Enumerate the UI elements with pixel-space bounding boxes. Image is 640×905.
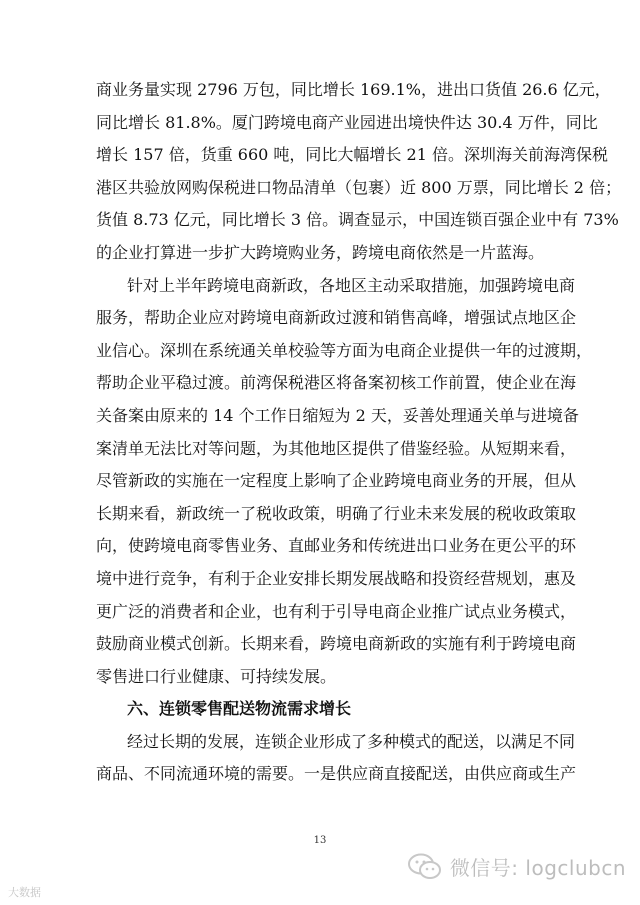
paragraph-line: 案清单无法比对等问题，为其他地区提供了借鉴经验。从短期来看，: [96, 438, 577, 458]
wechat-watermark: [408, 852, 626, 881]
paragraph-line: 经过长期的发展，连锁企业形成了多种模式的配送，以满足不同: [127, 731, 576, 751]
paragraph-line: 商品、不同流通环境的需要。一是供应商直接配送，由供应商或生产: [96, 764, 577, 784]
paragraph-line: 境中进行竞争，有利于企业安排长期发展战略和投资经营规划，惠及: [96, 568, 577, 588]
wechat-icon: [408, 853, 442, 881]
watermark-text: 微信号: logclubcn: [449, 856, 626, 880]
paragraph-line: 增长 157 倍，货重 660 吨，同比大幅增长 21 倍。深圳海关前海湾保税: [96, 145, 608, 165]
paragraph-line: 向，使跨境电商零售业务、直邮业务和传统进出口业务在更公平的环: [96, 536, 577, 556]
paragraph-line: 长期来看，新政统一了税收政策，明确了行业未来发展的税收政策取: [96, 503, 577, 523]
paragraph-line: 服务，帮助企业应对跨境电商新政过渡和销售高峰，增强试点地区企: [96, 308, 577, 328]
paragraph-line: 零售进口行业健康、可持续发展。: [96, 666, 337, 686]
paragraph-line: 的企业打算进一步扩大跨境购业务，跨境电商依然是一片蓝海。: [96, 242, 545, 262]
page-number: 13: [313, 835, 327, 846]
document-body: [96, 74, 622, 791]
paragraph-line: 尽管新政的实施在一定程度上影响了企业跨境电商业务的开展，但从: [96, 471, 577, 491]
paragraph-line: 货值 8.73 亿元，同比增长 3 倍。调查显示，中国连锁百强企业中有 73%: [96, 210, 619, 230]
paragraph-line: 港区共验放网购保税进口物品清单（包裹）近 800 万票，同比增长 2 倍；: [96, 177, 622, 197]
paragraph-line: 针对上半年跨境电商新政，各地区主动采取措施，加强跨境电商: [127, 275, 576, 295]
paragraph-line: 鼓励商业模式创新。长期来看，跨境电商新政的实施有利于跨境电商: [96, 634, 577, 654]
paragraph-line: 同比增长 81.8%。厦门跨境电商产业园进出境快件达 30.4 万件，同比: [96, 112, 598, 132]
paragraph-line: 业信心。深圳在系统通关单校验等方面为电商企业提供一年的过渡期，: [96, 340, 593, 360]
paragraph-line: 帮助企业平稳过渡。前湾保税港区将备案初核工作前置，使企业在海: [96, 373, 577, 393]
section-heading: 六、连锁零售配送物流需求增长: [127, 699, 352, 719]
paragraph-line: 商业务量实现 2796 万包，同比增长 169.1%，进出口货值 26.6 亿元，: [96, 80, 611, 99]
corner-watermark: 大数据: [8, 886, 41, 899]
paragraph-line: 更广泛的消费者和企业，也有利于引导电商企业推广试点业务模式，: [96, 601, 577, 621]
paragraph-line: 关备案由原来的 14 个工作日缩短为 2 天，妥善处理通关单与进境备: [96, 405, 579, 425]
